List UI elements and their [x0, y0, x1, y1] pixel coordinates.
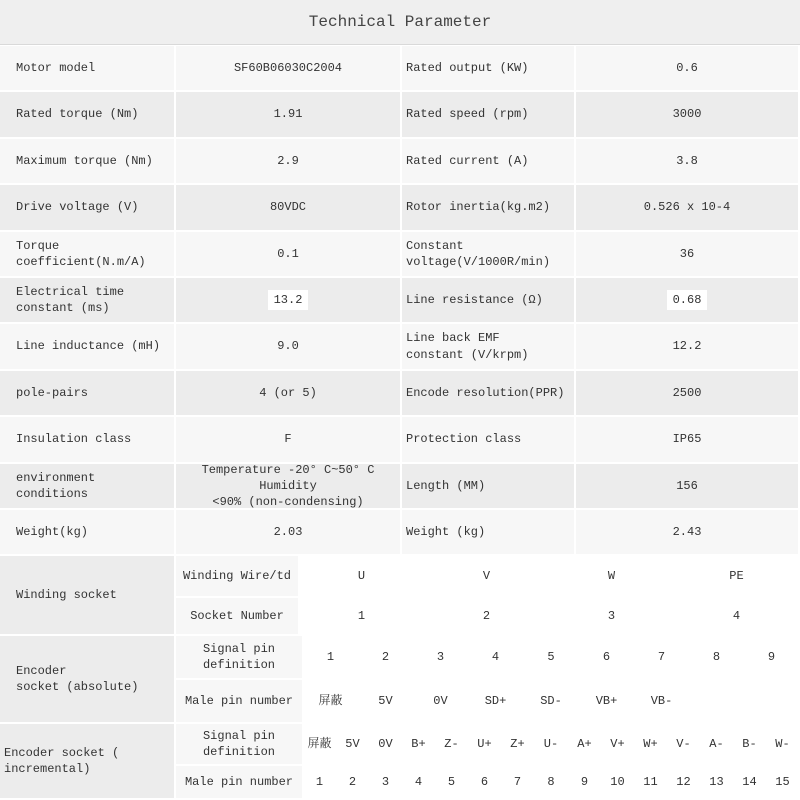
- pin-cell: [535, 724, 569, 766]
- param-value-text: IP65: [672, 432, 702, 447]
- pin-cell-text: A-: [709, 736, 724, 751]
- pin-cell: [502, 724, 535, 766]
- pin-cell: [304, 766, 337, 800]
- pin-cell: [569, 724, 602, 766]
- pin-cell-text: 14: [742, 774, 757, 789]
- encoder-incremental-label: [0, 724, 176, 800]
- param-value-text: 0.6: [676, 60, 698, 75]
- winding-cell-text: PE: [729, 568, 744, 583]
- param-value: [576, 417, 800, 464]
- pin-cell: [469, 636, 524, 680]
- param-label-text: Motor model: [16, 60, 96, 75]
- pin-cell-text: 9: [767, 649, 776, 664]
- pin-cell-text: 9: [580, 774, 589, 789]
- pin-cell: [524, 636, 580, 680]
- winding-cell: [300, 598, 425, 636]
- pin-cell-text: 4: [414, 774, 423, 789]
- param-label-text: Line inductance (mH): [16, 339, 161, 354]
- param-label-text: Electrical time constant (ms): [16, 284, 125, 315]
- param-label: [402, 139, 576, 185]
- pin-cell: [469, 680, 524, 724]
- param-label-text: Rated torque (Nm): [16, 107, 139, 122]
- param-value-text: 0.1: [277, 246, 299, 261]
- param-value: [576, 46, 800, 92]
- param-label-text: Protection class: [406, 432, 522, 447]
- param-value-text: 12.2: [672, 339, 702, 354]
- encoder-row-label: [176, 724, 304, 766]
- param-label: [0, 278, 176, 324]
- winding-cell: [675, 556, 800, 598]
- pin-cell-text: 12: [676, 774, 691, 789]
- winding-cell-text: V: [482, 568, 491, 583]
- pin-cell-text: 5: [447, 774, 456, 789]
- pin-cell: [304, 680, 359, 724]
- param-value-text: 156: [676, 478, 698, 493]
- param-value-text: 13.2: [268, 290, 309, 310]
- param-value: [176, 417, 402, 464]
- pin-cell: [403, 766, 436, 800]
- winding-cell-text: 3: [607, 608, 616, 623]
- winding-row-label-text: Winding Wire/td: [182, 568, 292, 583]
- pin-cell-text: W-: [775, 736, 790, 751]
- param-value-text: SF60B06030C2004: [233, 60, 343, 75]
- pin-cell-text: 0V: [433, 693, 448, 708]
- param-value-text: 36: [679, 246, 695, 261]
- pin-cell: [414, 636, 469, 680]
- param-value: [576, 92, 800, 139]
- winding-cell-text: W: [607, 568, 616, 583]
- winding-socket-label: [0, 556, 176, 636]
- pin-cell: [436, 766, 469, 800]
- param-value-text: 3.8: [676, 153, 698, 168]
- param-label-text: Constant voltage(V/1000R/min): [406, 238, 551, 269]
- winding-cell-text: 2: [482, 608, 491, 623]
- pin-cell: [580, 680, 635, 724]
- winding-cell: [675, 598, 800, 636]
- pin-cell: [635, 636, 690, 680]
- param-value: [576, 278, 800, 324]
- param-value-text: 0.526 x 10-4: [643, 200, 731, 215]
- param-label-text: pole-pairs: [16, 385, 89, 400]
- pin-cell-text: V+: [610, 736, 625, 751]
- pin-cell-text: 13: [709, 774, 724, 789]
- pin-cell-text: 0V: [378, 736, 393, 751]
- param-value: [176, 139, 402, 185]
- param-value-text: 2.03: [273, 524, 303, 539]
- pin-cell: [635, 766, 668, 800]
- param-label-text: Line back EMF constant (V/krpm): [406, 331, 529, 362]
- param-value: [576, 232, 800, 278]
- param-label-text: Torque coefficient(N.m/A): [16, 238, 146, 269]
- pin-cell: [569, 766, 602, 800]
- winding-socket-label-text: Winding socket: [16, 587, 117, 602]
- param-value: [576, 324, 800, 371]
- param-label-text: Length (MM): [406, 478, 486, 493]
- param-value: [176, 185, 402, 232]
- param-label: [402, 371, 576, 417]
- param-label: [402, 464, 576, 510]
- param-label: [0, 185, 176, 232]
- pin-cell: [690, 680, 745, 724]
- param-label-text: Rated speed (rpm): [406, 107, 529, 122]
- param-label-text: Rated current (A): [406, 153, 529, 168]
- param-value: [176, 371, 402, 417]
- pin-cell: [337, 724, 370, 766]
- winding-cell: [425, 598, 550, 636]
- winding-cell-text: 4: [732, 608, 741, 623]
- encoder-absolute-label-text: Encoder socket (absolute): [16, 663, 139, 694]
- param-label: [402, 417, 576, 464]
- param-label: [402, 46, 576, 92]
- pin-cell-text: 5V: [345, 736, 360, 751]
- pin-cell-text: 2: [381, 649, 390, 664]
- param-value-text: Temperature -20° C~50° C Humidity <90% (non-condensing): [201, 464, 375, 510]
- pin-cell: [359, 636, 414, 680]
- pin-cell-text: U-: [543, 736, 559, 751]
- encoder-row-label-text: Male pin number: [184, 693, 294, 708]
- pin-cell: [635, 680, 690, 724]
- param-value: [176, 92, 402, 139]
- param-value-text: 3000: [672, 107, 702, 122]
- param-label: [0, 371, 176, 417]
- pin-cell-text: V-: [676, 736, 691, 751]
- pin-cell: [745, 636, 800, 680]
- pin-cell: [745, 680, 800, 724]
- pin-cell-text: 1: [326, 649, 335, 664]
- pin-cell: [414, 680, 469, 724]
- param-label: [0, 232, 176, 278]
- pin-cell: [602, 766, 635, 800]
- pin-cell-text: B+: [411, 736, 426, 751]
- winding-cell-text: U: [357, 568, 366, 583]
- param-value-text: 9.0: [277, 339, 299, 354]
- param-label-text: Drive voltage (V): [16, 200, 139, 215]
- param-value-text: 80VDC: [269, 200, 306, 215]
- param-label: [0, 464, 176, 510]
- pin-cell: [767, 766, 800, 800]
- pin-cell-text: 10: [610, 774, 625, 789]
- param-value: [176, 324, 402, 371]
- pin-cell: [469, 766, 502, 800]
- param-value: [576, 371, 800, 417]
- pin-cell-text: 屏蔽: [318, 693, 343, 708]
- winding-cell-text: 1: [357, 608, 366, 623]
- param-value-text: F: [284, 432, 292, 447]
- pin-cell: [359, 680, 414, 724]
- param-value: [576, 510, 800, 556]
- pin-cell: [403, 724, 436, 766]
- param-label: [0, 510, 176, 556]
- encoder-row-label-text: Signal pin definition: [202, 728, 275, 759]
- param-value: [576, 139, 800, 185]
- pin-cell-text: 5V: [378, 693, 393, 708]
- winding-row-label: [176, 598, 300, 636]
- param-label: [402, 92, 576, 139]
- pin-cell: [502, 766, 535, 800]
- pin-cell-text: 5: [547, 649, 555, 664]
- pin-cell-text: 7: [657, 649, 666, 664]
- param-value-text: 4 (or 5): [259, 385, 317, 400]
- param-value: [176, 464, 402, 510]
- param-label: [0, 46, 176, 92]
- winding-cell: [550, 598, 675, 636]
- encoder-row-label-text: Male pin number: [184, 774, 294, 789]
- pin-cell-text: 屏蔽: [307, 736, 332, 751]
- param-label: [402, 232, 576, 278]
- pin-cell-text: VB-: [650, 693, 673, 708]
- pin-cell: [370, 766, 403, 800]
- pin-cell: [701, 724, 734, 766]
- pin-cell: [668, 724, 701, 766]
- param-label-text: Rotor inertia(kg.m2): [406, 200, 551, 215]
- winding-cell: [550, 556, 675, 598]
- pin-cell: [701, 766, 734, 800]
- param-value: [176, 278, 402, 324]
- pin-cell-text: 4: [491, 649, 500, 664]
- winding-row-label-text: Socket Number: [190, 608, 284, 623]
- pin-cell-text: Z-: [444, 736, 459, 751]
- param-value-text: 1.91: [273, 107, 303, 122]
- param-label: [0, 92, 176, 139]
- param-label: [402, 510, 576, 556]
- pin-cell-text: SD+: [484, 693, 507, 708]
- pin-cell: [524, 680, 580, 724]
- pin-cell: [436, 724, 469, 766]
- encoder-row-label: [176, 636, 304, 680]
- param-label-text: Insulation class: [16, 432, 132, 447]
- encoder-absolute-label: [0, 636, 176, 724]
- param-label: [402, 324, 576, 371]
- pin-cell-text: SD-: [540, 693, 562, 708]
- pin-cell: [602, 724, 635, 766]
- pin-cell-text: U+: [477, 736, 492, 751]
- pin-cell-text: 6: [480, 774, 489, 789]
- pin-cell: [469, 724, 502, 766]
- encoder-row-label-text: Signal pin definition: [202, 641, 275, 672]
- param-value: [576, 464, 800, 510]
- param-label: [0, 324, 176, 371]
- param-label-text: Rated output (KW): [406, 60, 529, 75]
- pin-cell-text: VB+: [595, 693, 618, 708]
- pin-cell: [668, 766, 701, 800]
- pin-cell: [635, 724, 668, 766]
- pin-cell-text: Z+: [510, 736, 525, 751]
- encoder-incremental-label-text: Encoder socket ( incremental): [4, 745, 120, 776]
- pin-cell: [580, 636, 635, 680]
- pin-cell: [767, 724, 800, 766]
- param-label-text: Line resistance (Ω): [406, 292, 543, 307]
- pin-cell-text: 15: [775, 774, 790, 789]
- param-value-text: 2.9: [277, 153, 299, 168]
- pin-cell-text: 6: [602, 649, 611, 664]
- param-label-text: Weight (kg): [406, 524, 486, 539]
- pin-cell: [734, 724, 767, 766]
- pin-cell-text: 8: [547, 774, 555, 789]
- param-label-text: Maximum torque (Nm): [16, 153, 153, 168]
- param-label: [0, 417, 176, 464]
- pin-cell: [304, 724, 337, 766]
- pin-cell: [337, 766, 370, 800]
- pin-cell: [304, 636, 359, 680]
- param-value: [176, 232, 402, 278]
- param-value: [576, 185, 800, 232]
- pin-cell: [690, 636, 745, 680]
- encoder-row-label: [176, 766, 304, 800]
- param-value-text: 0.68: [667, 290, 708, 310]
- pin-cell-text: W+: [643, 736, 658, 751]
- pin-cell: [734, 766, 767, 800]
- pin-cell-text: 3: [436, 649, 445, 664]
- pin-cell-text: 2: [348, 774, 357, 789]
- param-label: [0, 139, 176, 185]
- pin-cell-text: 11: [643, 774, 658, 789]
- pin-cell-text: 1: [315, 774, 324, 789]
- param-label-text: Weight(kg): [16, 524, 89, 539]
- sheet-title: Technical Parameter: [0, 0, 800, 45]
- pin-cell: [535, 766, 569, 800]
- param-value-text: 2.43: [672, 524, 702, 539]
- param-label-text: environment conditions: [16, 470, 96, 501]
- pin-cell-text: 3: [381, 774, 390, 789]
- param-label: [402, 278, 576, 324]
- winding-cell: [300, 556, 425, 598]
- winding-cell: [425, 556, 550, 598]
- param-value: [176, 510, 402, 556]
- param-value: [176, 46, 402, 92]
- encoder-row-label: [176, 680, 304, 724]
- pin-cell-text: 7: [513, 774, 522, 789]
- pin-cell-text: A+: [577, 736, 592, 751]
- param-label: [402, 185, 576, 232]
- param-label-text: Encode resolution(PPR): [406, 385, 565, 400]
- winding-row-label: [176, 556, 300, 598]
- pin-cell-text: B-: [742, 736, 757, 751]
- pin-cell-text: 8: [712, 649, 721, 664]
- pin-cell: [370, 724, 403, 766]
- param-value-text: 2500: [672, 385, 702, 400]
